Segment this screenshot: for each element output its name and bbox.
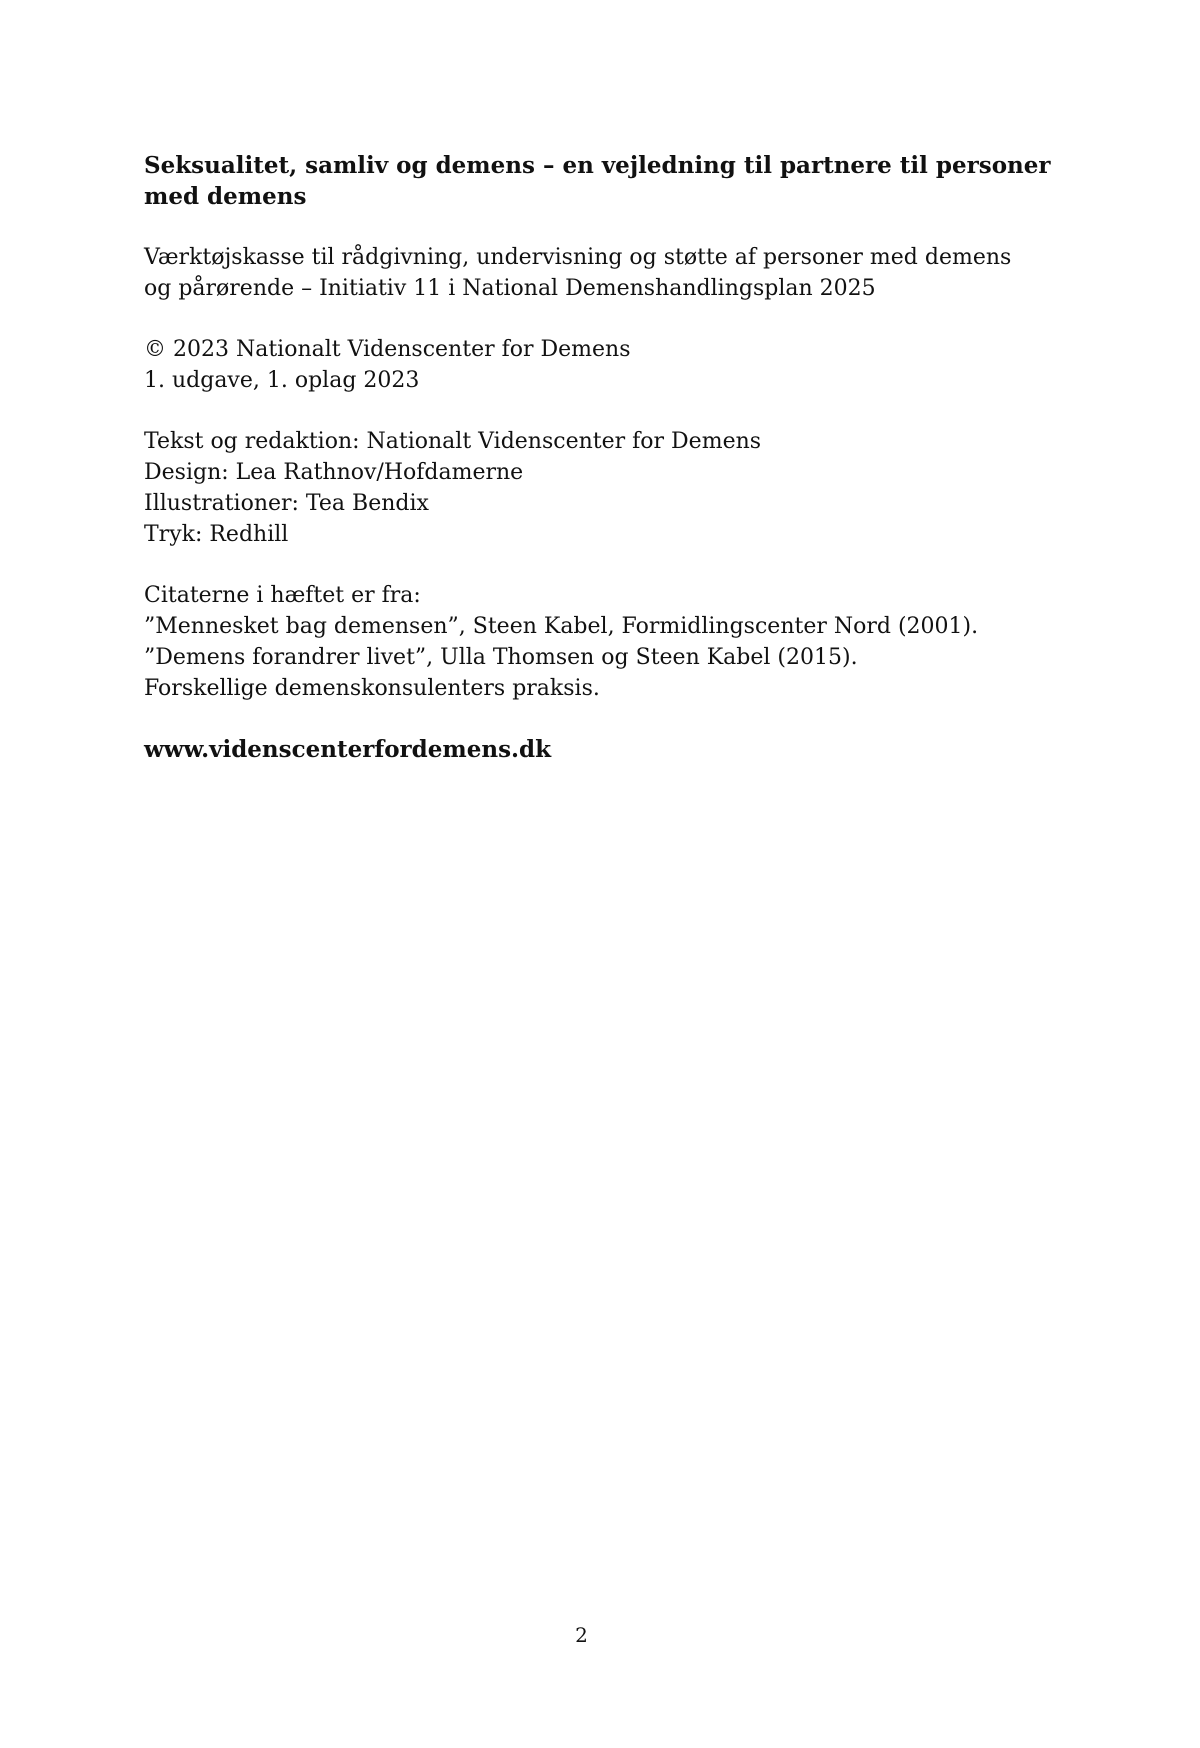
credit-text-editing: Tekst og redaktion: Nationalt Videnscenter for Demens bbox=[144, 429, 762, 454]
credit-illustrations: Illustrationer: Tea Bendix bbox=[144, 491, 429, 516]
quote-source: ”Mennesket bag demensen”, Steen Kabel, Formidlingscenter Nord (2001). bbox=[144, 614, 979, 639]
title-line: Seksualitet, samliv og demens – en vejledning til partnere til personer bbox=[144, 152, 1051, 179]
copyright-line: © 2023 Nationalt Videnscenter for Demens bbox=[144, 337, 631, 362]
quotes-sources-block bbox=[144, 580, 1044, 704]
document-title bbox=[144, 150, 1051, 212]
subtitle bbox=[144, 242, 1044, 304]
quote-source: ”Demens forandrer livet”, Ulla Thomsen og Steen Kabel (2015). bbox=[144, 645, 858, 670]
subtitle-line: Værktøjskasse til rådgivning, undervisning og støtte af personer med demens bbox=[144, 245, 1012, 270]
quotes-intro: Citaterne i hæftet er fra: bbox=[144, 583, 421, 608]
credits-block bbox=[144, 426, 1044, 550]
website-url: www.videnscenterfordemens.dk bbox=[144, 736, 552, 763]
title-line: med demens bbox=[144, 183, 307, 210]
subtitle-line: og pårørende – Initiativ 11 i National Demenshandlingsplan 2025 bbox=[144, 276, 876, 301]
credit-print: Tryk: Redhill bbox=[144, 522, 289, 547]
credit-design: Design: Lea Rathnov/Hofdamerne bbox=[144, 460, 524, 485]
copyright-block bbox=[144, 334, 1044, 396]
colophon bbox=[144, 150, 1051, 765]
quote-source: Forskellige demenskonsulenters praksis. bbox=[144, 676, 600, 701]
page-number: 2 bbox=[575, 1623, 588, 1647]
edition-line: 1. udgave, 1. oplag 2023 bbox=[144, 368, 420, 393]
